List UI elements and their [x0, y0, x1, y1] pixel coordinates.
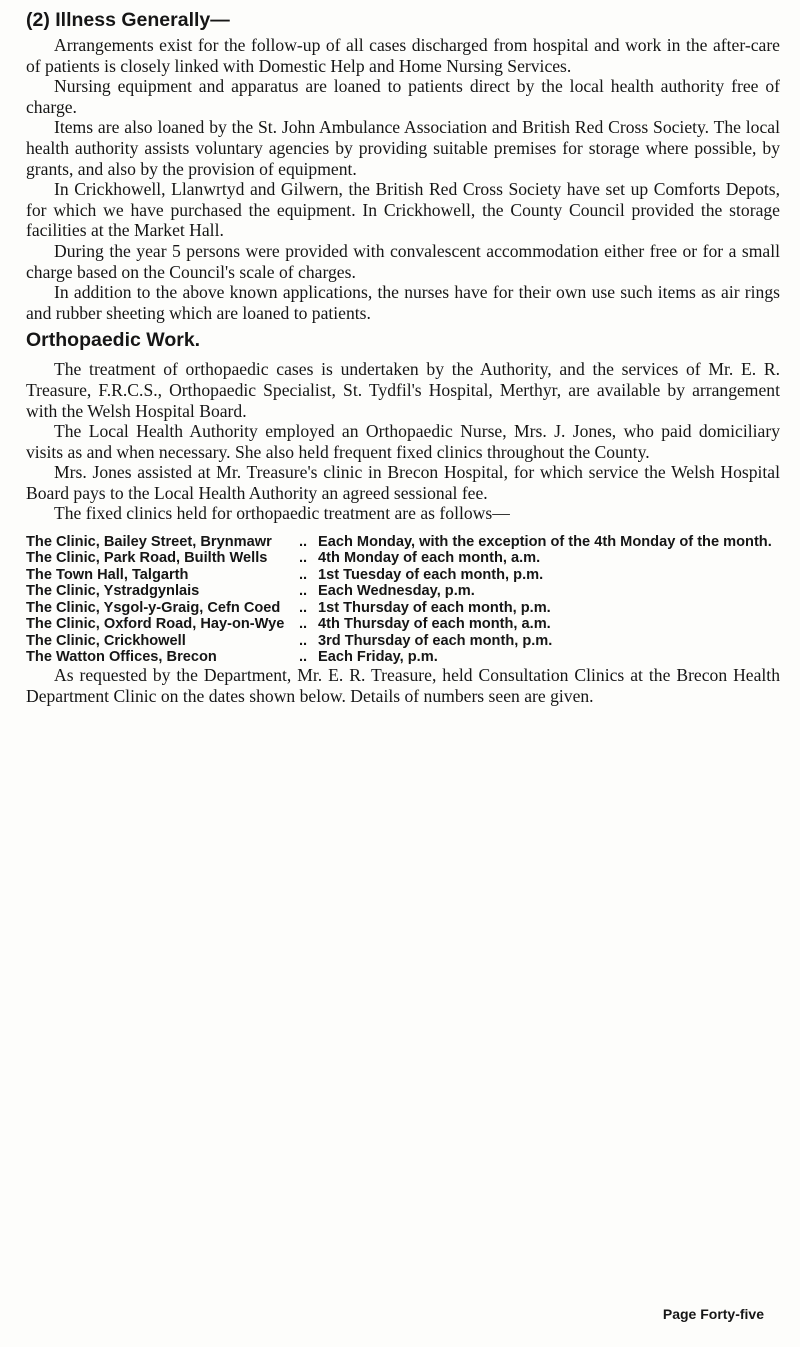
- clinic-schedule: Each Wednesday, p.m.: [318, 583, 475, 600]
- paragraph: In Crickhowell, Llanwrtyd and Gilwern, the British Red Cross Society have set up Comforts Depots, for which we have purchased the equipment. In Crickhowell, the County Council provided the storage facilities at the Market Hall.: [26, 179, 780, 241]
- clinic-venue: The Clinic, Bailey Street, Brynmawr: [26, 534, 272, 551]
- paragraph: Mrs. Jones assisted at Mr. Treasure's clinic in Brecon Hospital, for which service the Welsh Hospital Board pays to the Local Health Authority an agreed sessional fee.: [26, 462, 780, 503]
- page-number: Page Forty-five: [662, 1306, 764, 1322]
- clinic-schedule: 4th Monday of each month, a.m.: [318, 550, 541, 567]
- paragraph: Arrangements exist for the follow-up of all cases discharged from hospital and work in the after-care of patients is closely linked with Domestic Help and Home Nursing Services.: [26, 35, 780, 76]
- paragraph: During the year 5 persons were provided with convalescent accommodation either free or for a small charge based on the Council's scale of charges.: [26, 240, 780, 282]
- clinic-schedule: 3rd Thursday of each month, p.m.: [318, 632, 553, 649]
- paragraph: Nursing equipment and apparatus are loaned to patients direct by the local health authority free of charge.: [26, 76, 780, 117]
- leader-dots: ..: [298, 648, 308, 665]
- clinic-venue: The Clinic, Oxford Road, Hay-on-Wye: [26, 616, 285, 633]
- leader-dots: ..: [298, 583, 308, 600]
- section-heading: (2) Illness Generally—: [26, 9, 230, 31]
- clinic-schedule-list: [26, 534, 780, 665]
- clinic-schedule: 1st Tuesday of each month, p.m.: [318, 566, 544, 583]
- closing-paragraph: As requested by the Department, Mr. E. R. Treasure, held Consultation Clinics at the Brecon Health Department Clinic on the dates shown below. Details of numbers seen are given.: [26, 665, 780, 706]
- paragraph: The Local Health Authority employed an Orthopaedic Nurse, Mrs. J. Jones, who paid domiciliary visits as and when necessary. She also held frequent fixed clinics throughout the County.: [26, 421, 780, 462]
- leader-dots: ..: [298, 616, 308, 633]
- paragraph: The treatment of orthopaedic cases is undertaken by the Authority, and the services of Mr. E. R. Treasure, F.R.C.S., Orthopaedic Specialist, St. Tydfil's Hospital, Merthyr, are available by arrangement with the Welsh Hospital Board.: [26, 359, 780, 421]
- clinic-schedule: Each Friday, p.m.: [318, 648, 438, 665]
- clinic-venue: The Watton Offices, Brecon: [26, 648, 217, 665]
- clinic-schedule: 1st Thursday of each month, p.m.: [318, 599, 551, 616]
- paragraph: In addition to the above known applications, the nurses have for their own use such items as air rings and rubber sheeting which are loaned to patients.: [26, 282, 780, 323]
- clinic-venue: The Clinic, Park Road, Builth Wells: [26, 550, 268, 567]
- paragraph: Items are also loaned by the St. John Ambulance Association and British Red Cross Society. The local health authority assists voluntary agencies by providing suitable premises for storage where possible, by grants, and also by the provision of equipment.: [26, 117, 780, 179]
- orthopaedic-heading: Orthopaedic Work.: [26, 329, 201, 352]
- leader-dots: ..: [298, 599, 308, 616]
- leader-dots: ..: [298, 550, 308, 567]
- clinic-venue: The Clinic, Crickhowell: [26, 632, 186, 649]
- clinic-venue: The Clinic, Ysgol-y-Graig, Cefn Coed: [26, 599, 281, 616]
- document-page: [26, 6, 780, 707]
- paragraph: The fixed clinics held for orthopaedic treatment are as follows—: [54, 503, 510, 524]
- clinic-schedule: Each Monday, with the exception of the 4th Monday of the month.: [318, 534, 772, 551]
- clinic-venue: The Clinic, Ystradgynlais: [26, 583, 200, 600]
- leader-dots: ..: [298, 534, 308, 551]
- clinic-schedule: 4th Thursday of each month, a.m.: [318, 616, 551, 633]
- leader-dots: ..: [298, 632, 308, 649]
- clinic-venue: The Town Hall, Talgarth: [26, 566, 189, 583]
- leader-dots: ..: [298, 566, 308, 583]
